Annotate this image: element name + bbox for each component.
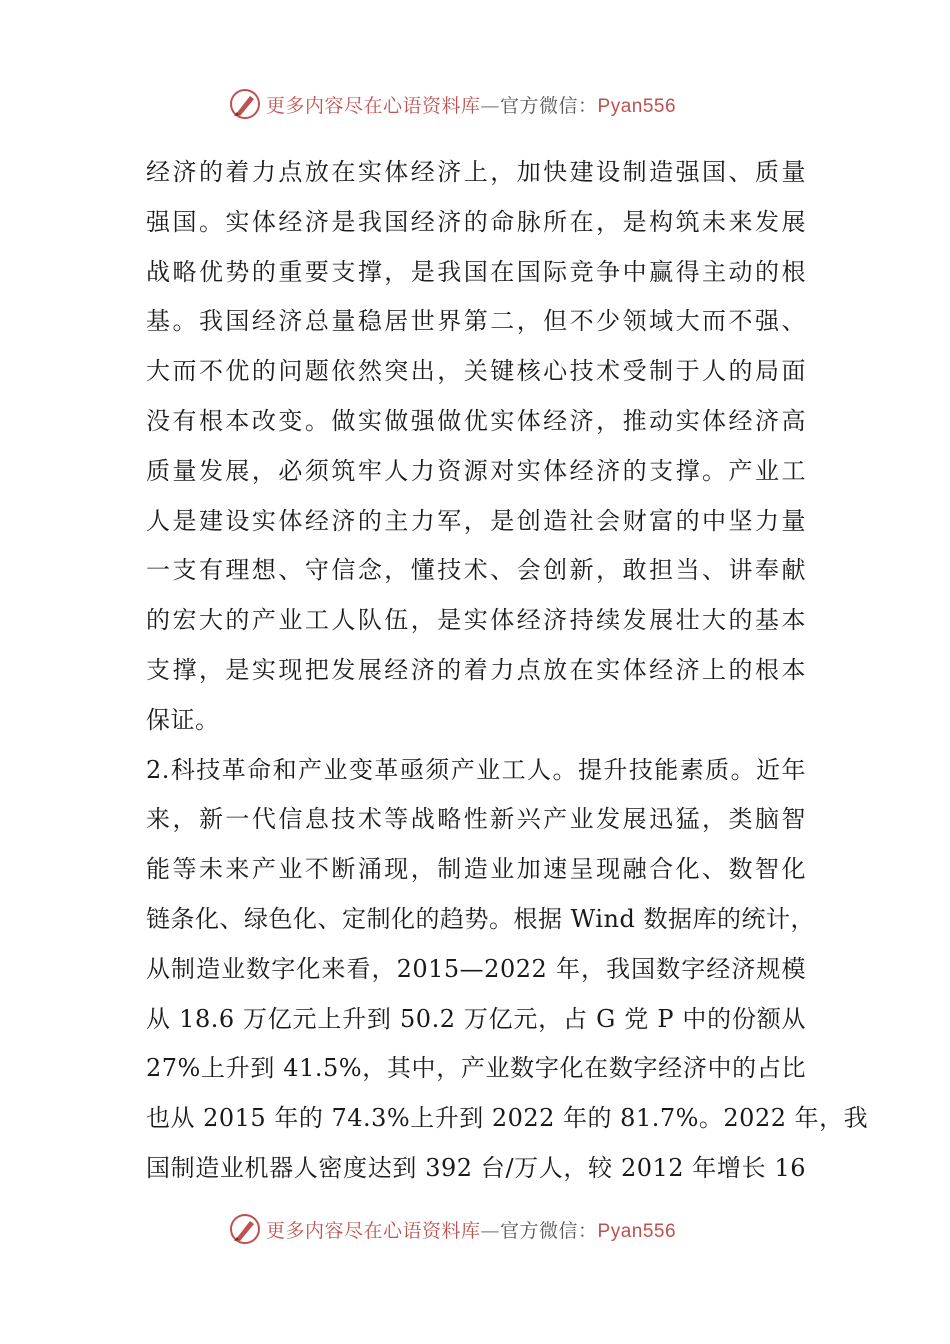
body-line: 人是建设实体经济的主力军，是创造社会财富的中坚力量 (146, 506, 806, 535)
watermark-official: 官方微信： (500, 94, 598, 117)
body-line: 经济的着力点放在实体经济上，加快建设制造强国、质量 (146, 158, 806, 186)
body-line: 国制造业机器人密度达到 392 台/万人，较 2012 年增长 16 (146, 1153, 806, 1182)
watermark-text (266, 91, 676, 118)
body-line: 来，新一代信息技术等战略性新兴产业发展迅猛，类脑智 (146, 805, 806, 834)
watermark-text (266, 1216, 676, 1243)
body-line: 质量发展，必须筑牢人力资源对实体经济的支撑。产业工 (146, 456, 806, 485)
body-line: 保证。 (146, 705, 220, 734)
body-line: 战略优势的重要支撑，是我国在国际竞争中赢得主动的根 (146, 257, 806, 286)
body-line: 从 18.6 万亿元上升到 50.2 万亿元，占 G 党 P 中的份额从 (146, 1004, 806, 1033)
watermark-dash: — (480, 1219, 501, 1242)
body-line: 大而不优的问题依然突出，关键核心技术受制于人的局面 (146, 357, 806, 386)
body-line: 27%上升到 41.5%，其中，产业数字化在数字经济中的占比 (146, 1054, 806, 1083)
footer-watermark (228, 1209, 676, 1249)
header-watermark (228, 84, 676, 124)
watermark-main: 更多内容尽在心语资料库 (266, 1219, 481, 1242)
pen-logo-icon (228, 87, 262, 121)
watermark-wechat-id: Pyan556 (597, 95, 677, 117)
watermark-main: 更多内容尽在心语资料库 (266, 94, 481, 117)
body-line: 能等未来产业不断涌现，制造业加速呈现融合化、数智化 (146, 855, 806, 884)
body-line: 一支有理想、守信念，懂技术、会创新，敢担当、讲奉献 (146, 556, 806, 585)
body-line: 的宏大的产业工人队伍，是实体经济持续发展壮大的基本 (146, 606, 806, 635)
body-line: 没有根本改变。做实做强做优实体经济，推动实体经济高 (146, 406, 806, 435)
body-line: 从制造业数字化来看，2015—2022 年，我国数字经济规模 (146, 954, 806, 983)
watermark-official: 官方微信： (500, 1219, 598, 1242)
section-heading-line: 2.科技革命和产业变革亟须产业工人。提升技能素质。近年 (146, 755, 806, 784)
document-body (146, 148, 869, 1194)
body-line: 基。我国经济总量稳居世界第二，但不少领域大而不强、 (146, 307, 806, 336)
body-line: 强国。实体经济是我国经济的命脉所在，是构筑未来发展 (146, 207, 806, 236)
watermark-wechat-id: Pyan556 (597, 1220, 677, 1242)
body-line: 链条化、绿色化、定制化的趋势。根据 Wind 数据库的统计， (146, 904, 815, 933)
watermark-dash: — (480, 94, 501, 117)
pen-logo-icon (228, 1212, 262, 1246)
body-line: 支撑，是实现把发展经济的着力点放在实体经济上的根本 (146, 655, 806, 684)
body-line: 也从 2015 年的 74.3%上升到 2022 年的 81.7%。2022 年，我 (146, 1104, 869, 1133)
